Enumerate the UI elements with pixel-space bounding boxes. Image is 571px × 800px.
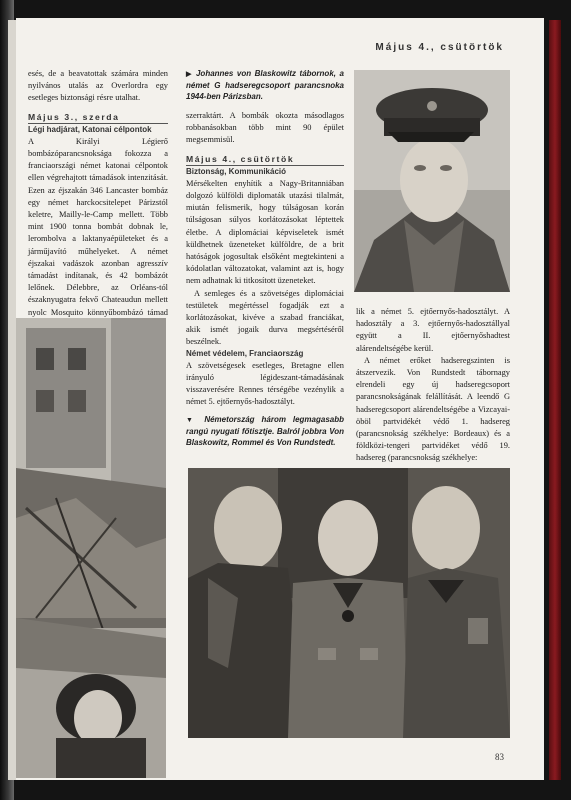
- section-heading-may3: Május 3., szerda: [28, 111, 120, 122]
- subhead-air-campaign: Légi hadjárat, Katonai célpontok: [28, 123, 168, 135]
- generals-group-photo: [188, 468, 510, 738]
- running-head: Május 4., csütörtök: [375, 42, 504, 53]
- blaskowitz-portrait-photo: [354, 70, 510, 292]
- col2-body-4: A szövetségesek esetleges, Bretagne ellen irányuló légideszant-támadásának visszaverésére Rennes térségébe vezénylik a német 5. ejtőernyős-hadosztályt.: [186, 360, 344, 407]
- subhead-security: Biztonság, Kommunikáció: [186, 165, 344, 177]
- col3-body: lik a német 5. ejtőernyős-hadosztályt. A hadosztály a 3. ejtőernyős-hadosztállyal együtt a II. ejtőernyőshadtest alárendeltségébe kerül.: [356, 307, 510, 353]
- col1-intro: esés, de a beavatottak számára minden nyilvános utalás az Overlordra egy esetleges biztonsági résre utalhat.: [28, 69, 168, 103]
- col2-body-3: A semleges és a szövetséges diplomáciai testületek megértéssel fogadják ezt a korlátozásokat, kivéve a szabad franciákat, akik ismét jogaik durva megsértéséről beszélnek.: [186, 288, 344, 347]
- subhead-german-defence: Német védelem, Franciaország: [186, 348, 304, 358]
- col3-body-2: A német erőket hadseregszinten is átszervezik. Von Rundstedt tábornagy elrendeli egy új hadseregcsoport parancsnokságának felállítását. A leendő G hadseregcsoport alárendeltségébe a Vizcayai-öböl partvidékét védő 1. hadsereg (parancsnokság székhelye: Bordeaux) és a földközi-tengeri partvidéket védő 19. hadsereg (parancsnokság székhelye:: [356, 355, 510, 463]
- blaskowitz-caption: ▶ Johannes von Blaskowitz tábornok, a német G hadseregcsoport parancsnoka 1944-ben Párizsban.: [186, 69, 344, 101]
- page-number: 83: [495, 752, 504, 762]
- bombed-street-photo: [16, 318, 166, 778]
- group-photo-caption: ▼ Németország három legmagasabb rangú nyugati főtisztje. Balról jobbra Von Blaskowitz, Rommel és Von Rundstedt.: [186, 415, 345, 448]
- column-2: [186, 68, 344, 448]
- column-3: [356, 306, 510, 465]
- section-heading-may4: Május 4., csütörtök: [186, 153, 295, 164]
- book-page: [16, 18, 544, 780]
- col2-body-2: Mérsékelten enyhítik a Nagy-Britanniában dolgozó külföldi diplomaták utazási tilalmát, miután felismerik, hogy túlságosan korán túlságosan súlyos korlátozásokat léptettek életbe. A diplomáciai képviseletek ismét küldhetnek üzeneteket külföldre, de a brit hatóságok jogosultak elsőként megtekinteni a kódolatlan változatokat, valamint azt is, hogy nem adhatnak ki titkosított üzeneteket.: [186, 178, 344, 286]
- column-1: [28, 68, 168, 331]
- book-cover-edge: [549, 20, 561, 780]
- col1-body: A Királyi Légierő bombázóparancsnoksága fokozza a franciaországi német katonai célpontok ellen végrehajtott támadások intenzitását. Ezen az éjszakán 346 Lancaster bombáz egy német harckocsitelepet Párizstól keletre, Mailly-le-Camp mellett. Több mint 1900 tonna bombát dobnak le, lerombolva a laktanyaépületeket és a járműjavító műhelyeket. A német éjszakai vadászok azonban agresszív támadást indítanak, és 42 bombázót lelőnek. Délebbre, az Orléans-tól északnyugatra fekvő Chateaudun mellett nyolc Mosquito könnyűbombázó támad: [28, 136, 168, 317]
- col2-body-1: szerraktárt. A bombák okozta másodlagos robbanásokban több mint 90 épület megsemmisül.: [186, 111, 344, 145]
